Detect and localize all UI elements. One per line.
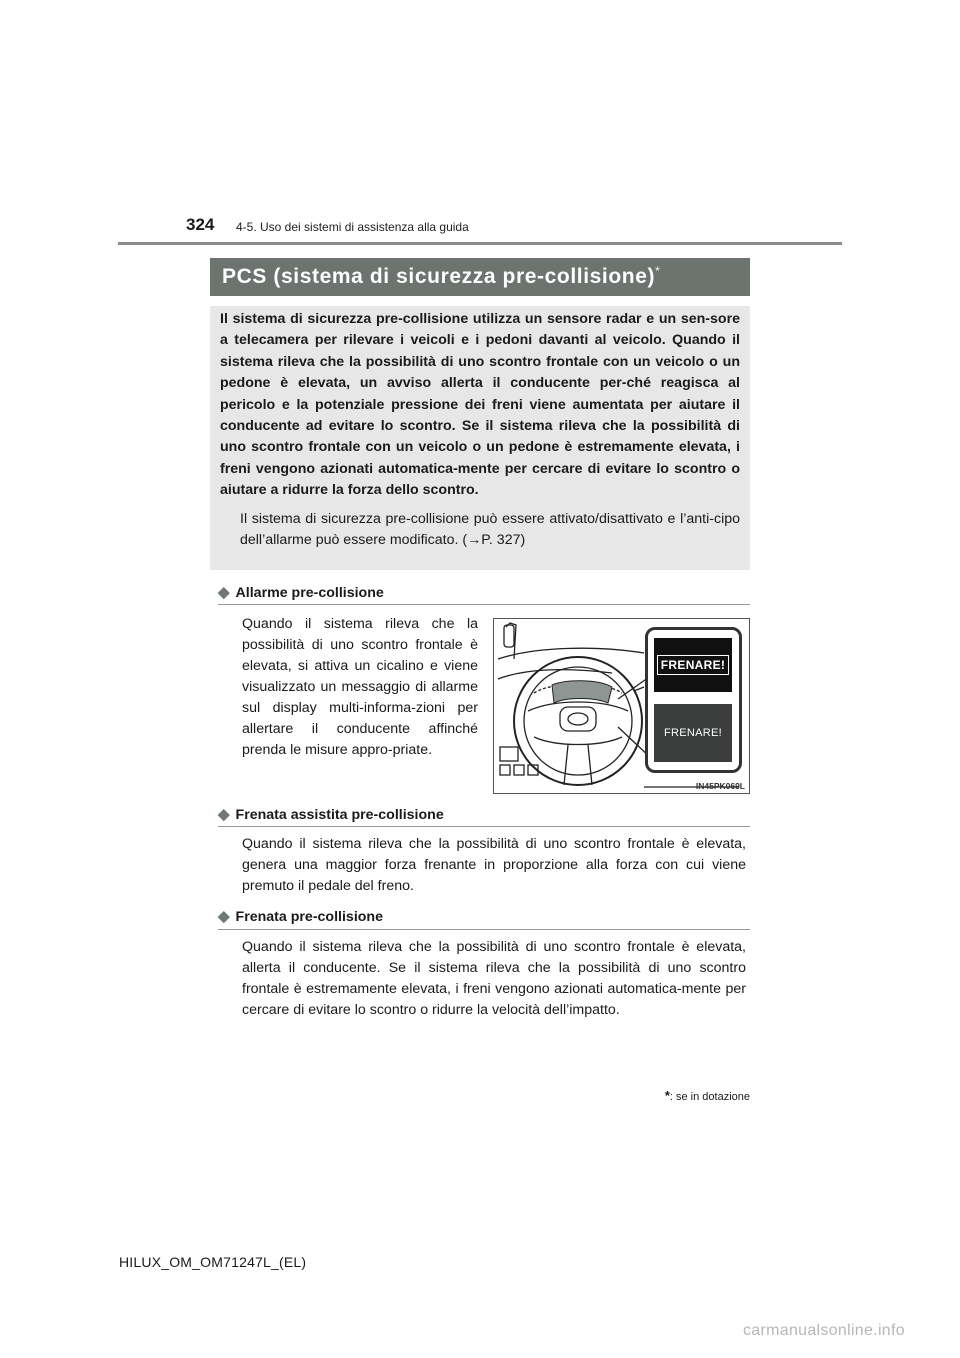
dashboard-illustration — [493, 618, 750, 794]
warning-text-bottom: FRENARE! — [663, 727, 723, 739]
heading-allarme-pre-collisione — [218, 583, 384, 601]
section-divider — [218, 604, 750, 605]
diamond-icon: ◆ — [218, 908, 230, 925]
watermark: carmanualsonline.info — [743, 1322, 905, 1339]
footnote-asterisk: * — [664, 1088, 670, 1103]
section-divider — [218, 826, 750, 827]
section-reference: 4-5. Uso dei sistemi di assistenza alla guida — [236, 220, 469, 234]
footnote-text: : se in dotazione — [669, 1091, 750, 1103]
header-divider — [118, 242, 842, 245]
heading-text: Frenata assistita pre-collisione — [235, 807, 444, 823]
warning-text-top: FRENARE! — [657, 655, 729, 675]
intro-box — [210, 306, 750, 570]
section-divider — [218, 929, 750, 930]
heading-frenata-assistita — [218, 805, 444, 823]
document-id: HILUX_OM_OM71247L_(EL) — [119, 1254, 307, 1270]
intro-note: Il sistema di sicurezza pre-collisione può essere attivato/disattivato e l’anti-cipo dell’allarme può essere modificato. (→P. 327) — [240, 510, 740, 548]
section-body-allarme: Quando il sistema rileva che la possibilità di uno scontro frontale è elevata, si attiva un cicalino e viene visualizzato un messaggio di allarme sul display multi-informa-zioni per allertare il conducente affinché prenda le misure appro-priate. — [242, 616, 478, 758]
heading-text: Allarme pre-collisione — [235, 585, 384, 601]
figure-code: IN45PK069L — [695, 781, 745, 791]
diamond-icon: ◆ — [218, 806, 230, 823]
heading-text: Frenata pre-collisione — [235, 909, 383, 925]
footnote — [633, 1088, 750, 1103]
heading-frenata-pre-collisione — [218, 907, 383, 925]
section-body-frenata-pre-collisione: Quando il sistema rileva che la possibilità di uno scontro frontale è elevata, allerta il conducente. Se il sistema rileva che la possibilità di uno scontro frontale è estremamente elevata, i freni vengono azionati automatica-mente per cercare di evitare lo scontro o ridurre la velocità dell’impatto. — [242, 939, 746, 1018]
diamond-icon: ◆ — [218, 584, 230, 601]
intro-summary: Il sistema di sicurezza pre-collisione utilizza un sensore radar e un sen-sore a telecamera per rilevare i veicoli e i pedoni davanti al veicolo. Quando il sistema rileva che la possibilità di uno scontro frontale con un veicolo o un pedone è elevata, un avviso allerta il conducente per-ché reagisca al pericolo e la potenziale pressione dei freni viene aumentata per aiutare il conducente ad evitare lo scontro. Se il sistema rileva che la possibilità di uno scontro frontale con un veicolo o un pedone è estremamente elevata, i freni vengono azionati automatica-mente per cercare di evitare lo scontro o aiutare a ridurre la forza dello scontro. — [220, 311, 740, 499]
multi-information-display — [645, 627, 742, 773]
section-body-frenata-assistita: Quando il sistema rileva che la possibilità di uno scontro frontale è elevata, genera una maggior forza frenante in proporzione alla forza con cui viene premuto il pedale del freno. — [242, 836, 746, 894]
title-asterisk: * — [655, 264, 661, 278]
page-title-text: PCS (sistema di sicurezza pre-collisione) — [222, 265, 656, 288]
page-title — [210, 258, 750, 296]
warning-message-top — [654, 638, 732, 692]
warning-message-bottom — [654, 704, 732, 762]
page-number: 324 — [186, 215, 215, 234]
